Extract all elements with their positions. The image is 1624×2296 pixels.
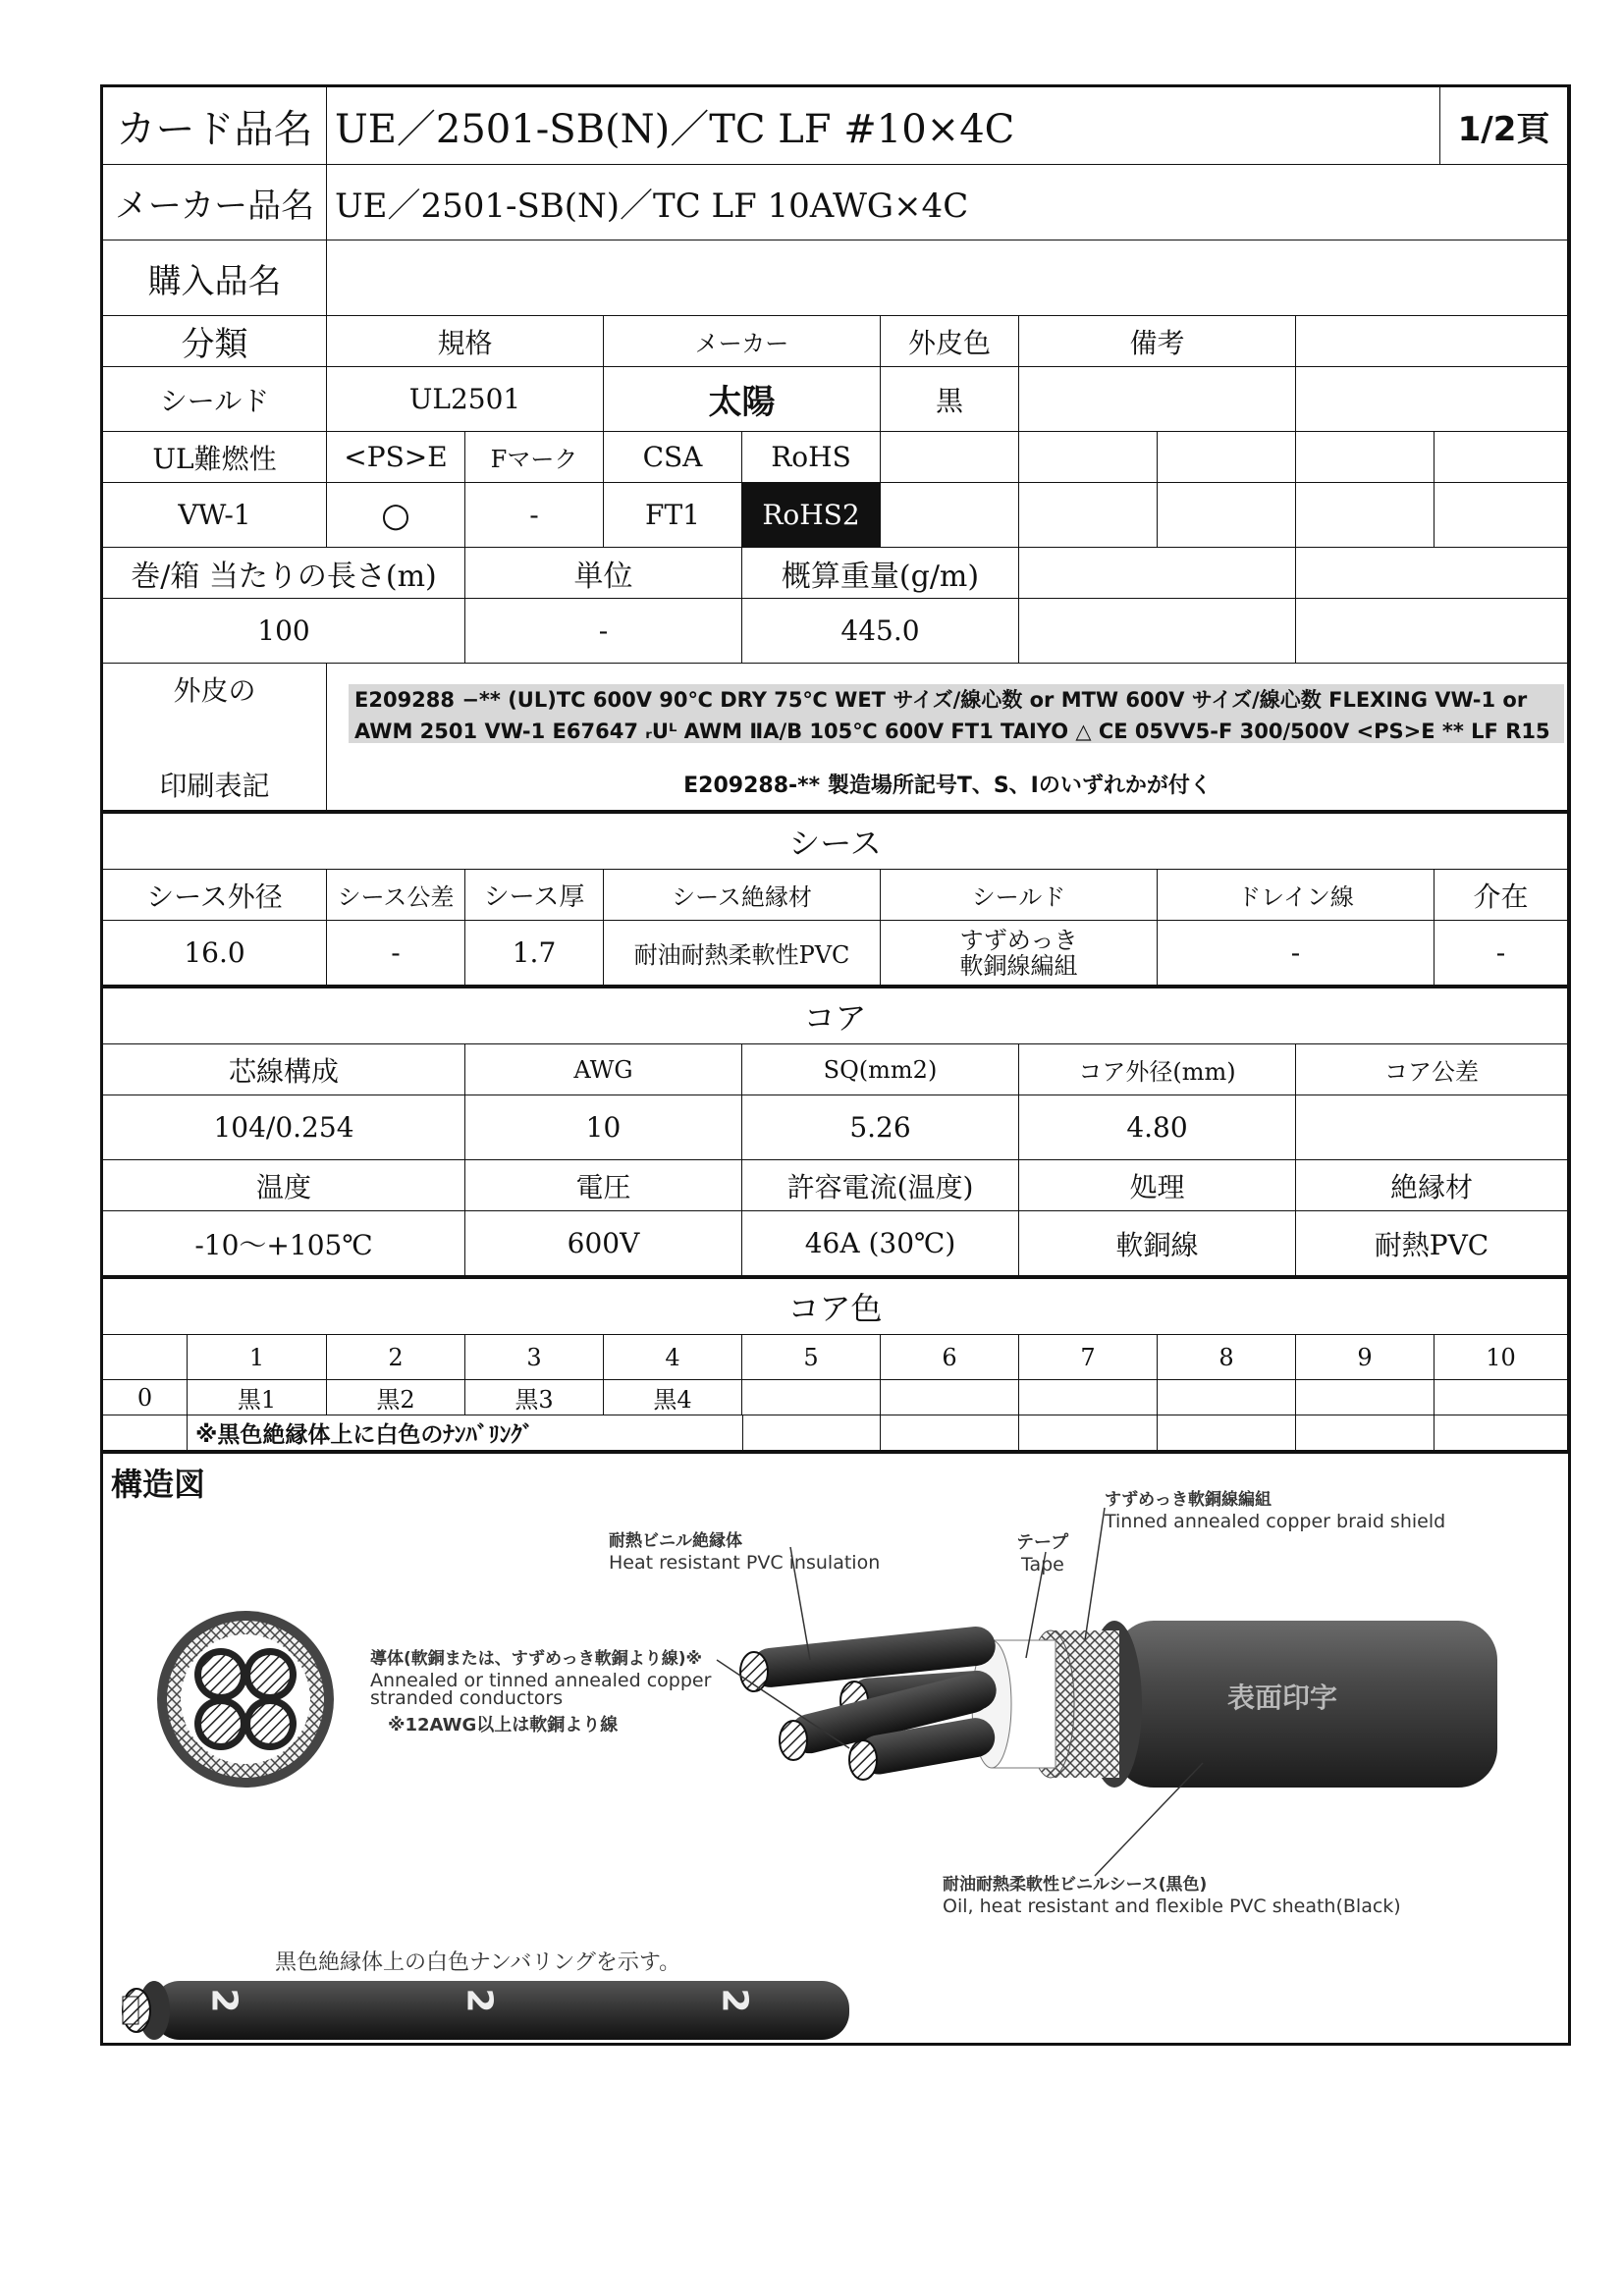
blank-cell [1296, 367, 1568, 432]
maker-item-label: メーカー品名 [103, 165, 327, 240]
jacket-color-value: 黒 [881, 367, 1019, 432]
sheath-title: シース [103, 814, 1568, 870]
blank-cell [1296, 599, 1568, 664]
pse-value: ○ [327, 483, 465, 548]
printing-line-2: AWM 2501 VW-1 E67647 ᵣUᴸ AWM ⅡA/B 105℃ 600V FT1 TAIYO △ CE 05VV5-F 300/500V <PS>E ** LF R15 [354, 720, 1550, 743]
core-color [1296, 1380, 1435, 1415]
printing-text [349, 684, 1564, 743]
jacket-color-header: 外皮色 [881, 316, 1019, 367]
conductor-note: ※12AWG以上は軟銅より線 [388, 1715, 619, 1735]
conductor-header: 芯線構成 [103, 1044, 465, 1095]
blank-cell [1019, 483, 1158, 548]
core-color-note: ※黒色絶縁体上に白色のﾅﾝﾊﾞﾘﾝｸﾞ [188, 1415, 742, 1451]
blank-cell [1296, 548, 1568, 599]
core-color: 黒2 [327, 1380, 465, 1415]
sq-header: SQ(mm2) [742, 1044, 1019, 1095]
blank-cell [1296, 483, 1435, 548]
blank-cell [742, 1415, 881, 1451]
filler-header: 介在 [1435, 870, 1568, 921]
sheath-label-jp: 耐油耐熱柔軟性ビニルシース(黒色) [943, 1875, 1208, 1895]
ul-flame-value: VW-1 [103, 483, 327, 548]
ampacity-header: 許容電流(温度) [742, 1160, 1019, 1211]
color-number: 4 [604, 1335, 742, 1380]
csa-value: FT1 [604, 483, 742, 548]
drain-value: - [1158, 921, 1435, 986]
filler-value: - [1435, 921, 1568, 986]
structure-title: 構造図 [111, 1466, 206, 1503]
blank-cell [1296, 432, 1435, 483]
voltage-value: 600V [465, 1211, 742, 1276]
blank-cell [1158, 483, 1296, 548]
classification-header: 分類 [103, 316, 327, 367]
pse-header: <PS>E [327, 432, 465, 483]
printing-label [103, 664, 327, 811]
remarks-header: 備考 [1019, 316, 1296, 367]
core-color-title: コア色 [103, 1279, 1568, 1335]
sheath-material-value: 耐油耐熱柔軟性PVC [604, 921, 881, 986]
spec-sheet [100, 84, 1571, 2046]
core-color: 黒4 [604, 1380, 742, 1415]
standard-header: 規格 [327, 316, 604, 367]
color-number: 3 [465, 1335, 604, 1380]
weight-value: 445.0 [742, 599, 1019, 664]
core-number-mark: 2 [459, 1988, 500, 2013]
tape-label-jp: テープ [1016, 1532, 1069, 1553]
insulation-header: 絶縁材 [1296, 1160, 1568, 1211]
blank-cell [103, 1335, 188, 1380]
voltage-header: 電圧 [465, 1160, 742, 1211]
weight-header: 概算重量(g/m) [742, 548, 1019, 599]
maker-header: メーカー [604, 316, 881, 367]
insulation-label-en: Heat resistant PVC insulation [609, 1552, 881, 1574]
printing-label-top: 外皮の [173, 674, 256, 707]
shield-header: シールド [881, 870, 1158, 921]
shield-value: すずめっき 軟銅線編組 [881, 921, 1158, 986]
cross-section [157, 1611, 334, 1788]
rohs-header: RoHS [742, 432, 881, 483]
sheath-material-header: シース絶縁材 [604, 870, 881, 921]
conductor-label-jp: 導体(軟銅または、すずめっき軟銅より線)※ [370, 1649, 703, 1669]
blank-cell [881, 1415, 1019, 1451]
conductor-value: 104/0.254 [103, 1095, 465, 1160]
core-color [881, 1380, 1019, 1415]
card-item-value: UE／2501-SB(N)／TC LF #10×4C [327, 87, 1440, 165]
length-header: 巻/箱 当たりの長さ(m) [103, 548, 465, 599]
treatment-header: 処理 [1019, 1160, 1296, 1211]
core-tol-value [1296, 1095, 1568, 1160]
rohs-value: RoHS2 [742, 483, 881, 548]
braid-label-jp: すずめっき軟銅線編組 [1105, 1490, 1272, 1510]
tape-label-en: Tape [1021, 1554, 1064, 1575]
color-number: 6 [881, 1335, 1019, 1380]
blank-cell [1019, 1415, 1158, 1451]
braid-label-en: Tinned annealed copper braid shield [1105, 1511, 1446, 1532]
f-mark-header: Fマーク [465, 432, 604, 483]
blank-cell [1158, 432, 1296, 483]
core-title: コア [103, 988, 1568, 1044]
blank-cell [1435, 1415, 1568, 1451]
printing-note: E209288-** 製造場所記号T、S、Iのいずれかが付く [683, 774, 1212, 798]
remarks-value [1019, 367, 1296, 432]
insulation-label-jp: 耐熱ビニル絶縁体 [609, 1531, 742, 1551]
sq-value: 5.26 [742, 1095, 1019, 1160]
treatment-value: 軟銅線 [1019, 1211, 1296, 1276]
blank-cell [1019, 599, 1296, 664]
core-color [1158, 1380, 1296, 1415]
length-value: 100 [103, 599, 465, 664]
ampacity-value: 46A (30℃) [742, 1211, 1019, 1276]
drain-header: ドレイン線 [1158, 870, 1435, 921]
color-number: 8 [1158, 1335, 1296, 1380]
insulation-value: 耐熱PVC [1296, 1211, 1568, 1276]
blank-cell [881, 483, 1019, 548]
sheath-thick-header: シース厚 [465, 870, 604, 921]
unit-header: 単位 [465, 548, 742, 599]
core-od-value: 4.80 [1019, 1095, 1296, 1160]
csa-header: CSA [604, 432, 742, 483]
temperature-header: 温度 [103, 1160, 465, 1211]
page-number: 1/2頁 [1440, 87, 1568, 165]
color-number: 9 [1296, 1335, 1435, 1380]
core-color: 黒1 [188, 1380, 327, 1415]
blank-cell [1019, 432, 1158, 483]
temperature-value: -10～+105℃ [103, 1211, 465, 1276]
sheath-tol-value: - [327, 921, 465, 986]
unit-value: - [465, 599, 742, 664]
blank-cell [1019, 548, 1296, 599]
color-number: 5 [742, 1335, 881, 1380]
sheath-tol-header: シース公差 [327, 870, 465, 921]
printing-label-bottom: 印刷表記 [159, 770, 270, 802]
awg-value: 10 [465, 1095, 742, 1160]
color-number: 2 [327, 1335, 465, 1380]
awg-header: AWG [465, 1044, 742, 1095]
conductor-label-en1: Annealed or tinned annealed copper [370, 1670, 712, 1691]
blank-cell [1296, 316, 1568, 367]
blank-cell [1435, 432, 1568, 483]
conductor-label-en2: stranded conductors [370, 1687, 564, 1709]
printing-line-1: E209288 −** (UL)TC 600V 90℃ DRY 75℃ WET サイズ/線心数 or MTW 600V サイズ/線心数 FLEXING VW-1 or [354, 688, 1528, 712]
maker-item-value: UE／2501-SB(N)／TC LF 10AWG×4C [327, 165, 1568, 240]
maker-value: 太陽 [604, 367, 881, 432]
sheath-od-value: 16.0 [103, 921, 327, 986]
core-number-mark: 2 [714, 1988, 755, 2013]
sheath-label-en: Oil, heat resistant and flexible PVC sheath(Black) [943, 1896, 1401, 1917]
core-color: 黒3 [465, 1380, 604, 1415]
standard-value: UL2501 [327, 367, 604, 432]
numbering-label: 黒色絶縁体上の白色ナンバリングを示す。 [275, 1950, 681, 1975]
blank-cell [1435, 483, 1568, 548]
sheath-thick-value: 1.7 [465, 921, 604, 986]
blank-cell [103, 1415, 188, 1451]
color-number: 7 [1019, 1335, 1158, 1380]
purchase-item-label: 購入品名 [103, 240, 327, 316]
core-color [1019, 1380, 1158, 1415]
surface-print-label: 表面印字 [1227, 1682, 1338, 1714]
blank-cell [881, 432, 1019, 483]
purchase-item-value [327, 240, 1568, 316]
ul-flame-header: UL難燃性 [103, 432, 327, 483]
blank-cell [1296, 1415, 1435, 1451]
blank-cell [1158, 1415, 1296, 1451]
core-number-mark: 2 [203, 1988, 244, 2013]
color-number: 1 [188, 1335, 327, 1380]
core-od-header: コア外径(mm) [1019, 1044, 1296, 1095]
color-row-label: 0 [103, 1380, 188, 1415]
card-item-label: カード品名 [103, 87, 327, 165]
core-color [1435, 1380, 1568, 1415]
core-tol-header: コア公差 [1296, 1044, 1568, 1095]
f-mark-value: - [465, 483, 604, 548]
classification-value: シールド [103, 367, 327, 432]
core-color [742, 1380, 881, 1415]
color-number: 10 [1435, 1335, 1568, 1380]
sheath-od-header: シース外径 [103, 870, 327, 921]
